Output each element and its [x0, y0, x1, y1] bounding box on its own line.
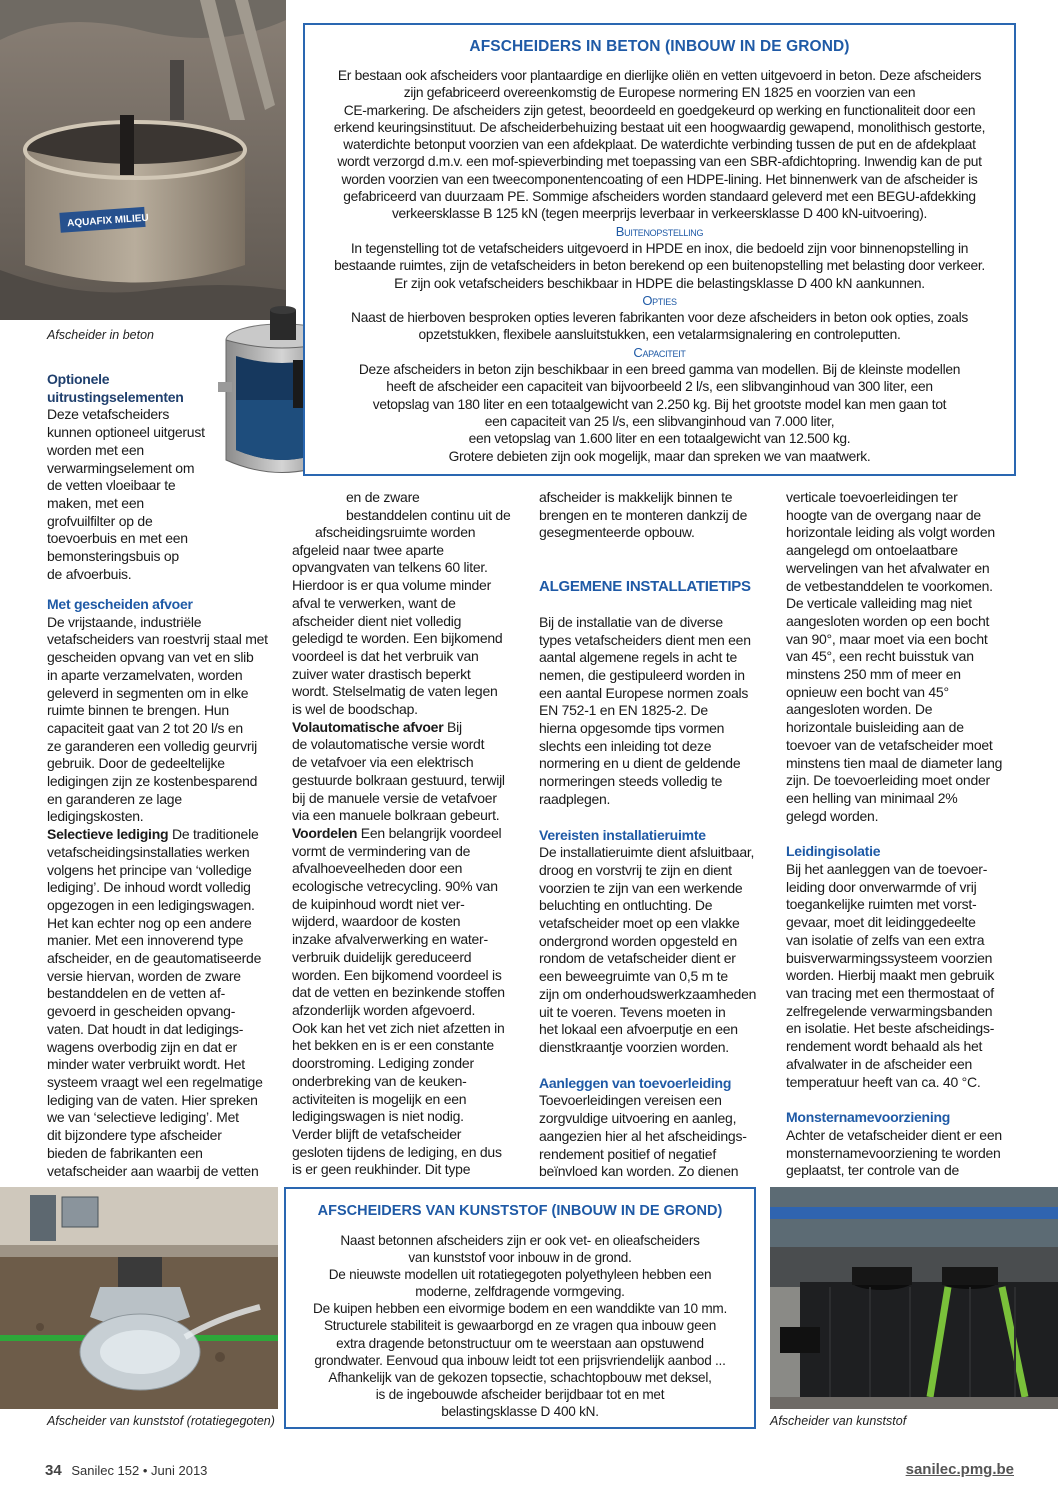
text-run: De traditionele	[168, 826, 259, 843]
text-line: het lokaal een afvoerputje en een	[539, 1021, 738, 1038]
heading-gescheiden-afvoer: Met gescheiden afvoer	[47, 596, 193, 612]
text-line: buisverwarmingssysteem voorzien	[786, 949, 993, 966]
text-line: aantal algemene regels in acht te	[539, 649, 737, 666]
box-line: grondwater. Eenvoud qua inbouw leidt tot een prijsvriendelijk aanbod ...	[314, 1352, 726, 1368]
text-line: en garanderen ze lage	[47, 790, 182, 807]
box-line: wordt verzorgd d.m.v. een mof-spieverbinding met toepassing van een SBR-afdichtopring. Inwendig kan de put	[337, 154, 982, 170]
text-line: aangesloten worden. De	[786, 701, 933, 718]
text-line: worden. Een bijkomend voordeel is	[292, 966, 502, 983]
text-run: Bij	[443, 718, 462, 735]
text-line: De vrijstaande, industriële	[47, 613, 202, 630]
text-line: en de zware	[346, 489, 420, 505]
box-afscheiders-kunststof	[284, 1187, 756, 1429]
text-line: vetafscheiders van roestvrij staal met	[47, 631, 268, 648]
box-line: Structurele stabiliteit is gewaarborgd en ze vragen qua inbouw geen	[323, 1318, 717, 1334]
text-line: afscheider is makkelijk binnen te	[539, 489, 733, 505]
text-line: uit te voeren. Tevens moeten in	[539, 1003, 726, 1020]
text-line: opvangvaten van telkens 60 liter.	[292, 559, 488, 576]
text-line: een helling van minimaal 2%	[786, 789, 958, 806]
box-line: De nieuwste modellen uit rotatiegegoten polyethyleen hebben een	[328, 1267, 712, 1283]
text-line: minstens 250 mm of meer en	[786, 666, 961, 683]
box-line: Deze afscheiders in beton zijn beschikbaar in een breed gamma van modellen. Bij de kleinste modellen	[358, 362, 961, 378]
column-2	[292, 524, 524, 1179]
box-line: erkend keuringsinstituut. De afscheiderbehuizing bestaat uit een hoogwaardig gewapend, monolithisch gestorte,	[333, 119, 986, 135]
box-line: is de ingebouwde afscheider berijdbaar tot en met	[375, 1386, 665, 1402]
text-line: maken, met een	[47, 494, 144, 511]
text-line: het bekken en is er een constante	[292, 1037, 494, 1054]
box-line: een capaciteit van 25 l/s, een slibvanginhoud van 7.000 liter,	[484, 413, 835, 429]
text-line: manier. Met een innoverend type	[47, 932, 244, 949]
text-line: afzonderlijk worden afgevoerd.	[292, 1001, 476, 1018]
text-line: is er geen reukhinder. Dit type	[292, 1161, 471, 1178]
text-line: de vetafvoer via een elektrisch	[292, 754, 474, 771]
text-line	[47, 826, 279, 844]
caption-kunststof-rotatie: Afscheider van kunststof (rotatiegegoten)	[47, 1414, 275, 1428]
heading-aanleggen-toevoerleiding: Aanleggen van toevoerleiding	[539, 1074, 732, 1091]
text-line: slechts een inleiding tot deze	[539, 737, 712, 754]
text-line: Hierdoor is er qua volume minder	[292, 577, 491, 594]
text-line: afscheider dient niet volledig	[292, 612, 462, 629]
box-kunststof-title: AFSCHEIDERS VAN KUNSTSTOF (INBOUW IN DE GROND)	[317, 1203, 723, 1219]
heading-algemene-installatietips: ALGEMENE INSTALLATIETIPS	[539, 578, 751, 596]
text-line: de volautomatische versie wordt	[292, 736, 485, 753]
box-kunststof-body	[296, 1232, 744, 1420]
text-line: van 45°, een recht buisstuk van	[786, 648, 974, 665]
caption-beton: Afscheider in beton	[47, 328, 155, 342]
box-line: Naast betonnen afscheiders zijn er ook vet- en olieafscheiders	[340, 1233, 700, 1248]
caption-kunststof: Afscheider van kunststof	[770, 1414, 907, 1428]
text-line: afscheidingsruimte worden	[315, 524, 476, 540]
text-line: zijn. De toevoerleiding moet onder	[786, 772, 990, 789]
text-line: in aparte verzamelvaten, worden	[47, 666, 243, 683]
page-number: 34	[45, 1462, 62, 1479]
text-line: zelfregelende verwarmingsbanden	[786, 1002, 993, 1019]
subheading-opties: Opties	[642, 292, 677, 308]
text-line: bij de manuele versie de vetafvoer	[292, 789, 497, 806]
text-line: Het kan echter nog op een andere	[47, 914, 252, 931]
box-line: verkeersklasse B 125 kN (tegen meerprijs leverbaar in verkeersklasse D 400 kN-uitvoering).	[391, 206, 928, 222]
text-line: toegankelijke ruimten met vorst-	[786, 896, 977, 913]
text-line: capaciteit gaat van 2 tot 20 l/s en	[47, 719, 243, 736]
text-line: afgeleid naar twee aparte	[292, 541, 444, 558]
text-line: afvalhoeveelheden door een	[292, 860, 463, 877]
photo-beton-separator	[0, 0, 286, 320]
text-line: normering en u dient de geldende	[539, 755, 741, 772]
box-line: De kuipen hebben een eivormige bodem en een wanddikte van 10 mm.	[313, 1301, 727, 1317]
text-line: activiteiten is mogelijk en een	[292, 1090, 467, 1107]
text-line: afscheider, en de geautomatiseerde	[47, 950, 262, 967]
text-line: Deze vetafscheiders	[47, 406, 170, 423]
text-line: normeringen steeds volledig te	[539, 773, 723, 790]
box-line: In tegenstelling tot de vetafscheiders uitgevoerd in HPDE en inox, die bedoeld zijn voor binnenopstelling in	[350, 240, 969, 256]
text-line: zijn om onderhoudswerkzaamheden	[539, 985, 757, 1002]
text-line: de vetten vloeibaar te	[47, 477, 176, 494]
text-line: De installatieruimte dient afsluitbaar,	[539, 844, 755, 861]
text-line: horizontale buisleiding aan de	[786, 719, 964, 736]
text-line: verticale toevoerleidingen ter	[786, 489, 958, 505]
text-line: geledigd te worden. Een bijkomend	[292, 630, 503, 647]
text-line: types vetafscheiders dient men een	[539, 631, 751, 648]
text-line: vetafscheider moet op een vlakke	[539, 915, 740, 932]
text-line: van isolatie of zelfs van een extra	[786, 931, 985, 948]
text-line: van 90°, maar moet via een bocht	[786, 630, 988, 647]
aquafix-label: AQUAFIX MILIEU	[66, 212, 150, 230]
text-line: opgezogen in een ledigingswagen.	[47, 896, 255, 913]
text-line: geleverd in segmenten om in elke	[47, 684, 249, 701]
text-line: verbruik duidelijk gereduceerd	[292, 948, 472, 965]
text-line: Bij het aanleggen van de toevoer-	[786, 861, 988, 878]
text-line: inzake afvalverwerking en water-	[292, 931, 488, 948]
box-line: CE-markering. De afscheiders zijn getest, beoordeeld en goedgekeurd op werking en functionaliteit door een	[343, 102, 976, 118]
text-line: beluchting en ontluchting. De	[539, 897, 713, 914]
box-line: Afhankelijk van de gekozen topsectie, schachtopbouw met deksel,	[328, 1369, 712, 1385]
text-line: lediging’. De inhoud wordt volledig	[47, 879, 251, 896]
heading-monsternamevoorziening: Monsternamevoorziening	[786, 1109, 951, 1126]
column-1-top	[47, 371, 222, 583]
subheading-capaciteit: Capaciteit	[633, 344, 686, 360]
text-line: wijderd, waardoor de kosten	[292, 913, 461, 930]
heading-voordelen: Voordelen	[292, 824, 358, 841]
text-line: ruimte binnen te brengen. Hun	[47, 702, 229, 719]
text-line: ledigingswagen is niet nodig.	[292, 1108, 464, 1125]
text-line: beïnvloed kan worden. Zo dienen	[539, 1163, 739, 1180]
text-line: toevoer van de vetafscheider moet	[786, 736, 993, 753]
text-line: zuiver water drastisch beperkt	[292, 665, 471, 682]
text-line: wordt. Stelselmatig de vaten legen	[292, 683, 498, 700]
text-line: hoogte van de overgang naar de	[786, 506, 981, 523]
heading-selectieve-lediging: Selectieve lediging	[47, 826, 169, 843]
text-line: rondom de vetafscheider dient er	[539, 950, 736, 967]
box-line: belastingsklasse D 400 kN.	[441, 1403, 599, 1419]
text-line: ledigingskosten.	[47, 808, 144, 825]
text-line: aangelegd om ontoelaatbare	[786, 542, 958, 559]
text-line: Bij de installatie van de diverse	[539, 613, 723, 630]
text-line: Ook kan het vet zich niet afzetten in	[292, 1019, 505, 1036]
text-line: we van ‘selectieve lediging’. Met	[47, 1109, 239, 1126]
text-line: afvalwater in de afscheider een	[786, 1055, 973, 1072]
text-line: De verticale valleiding mag niet	[786, 595, 972, 612]
text-line: droog en vorstvrij te zijn en dient	[539, 861, 732, 878]
box-line: worden voorzien van een tweecomponentencoating of een HDPE-lining. Het binnenwerk van de afscheider is	[341, 171, 978, 187]
photo-kunststof	[770, 1187, 1058, 1409]
text-line: rendement positief of negatief	[539, 1145, 716, 1162]
text-line: hierna opgesomde tips vormen	[539, 720, 725, 737]
text-line: dit bijzondere type afscheider	[47, 1127, 222, 1144]
text-line: volgens het principe van ‘volledige	[47, 861, 252, 878]
box-line: zijn gefabriceerd overeenkomstig de Europese normering EN 1825 en voorzien van een	[403, 85, 916, 101]
box-line: Naast de hierboven besproken opties leveren fabrikanten voor deze afscheiders in beton ook opties, zoals	[351, 310, 968, 326]
box-line: gefabriceerd van duurzaam PE. Sommige afscheiders worden standaard geleverd met een BEGU-afdekking	[343, 189, 976, 205]
box-afscheiders-beton	[303, 23, 1016, 476]
text-line: doorstroming. Lediging zonder	[292, 1055, 474, 1072]
text-line: gevoerd in gescheiden opvang-	[47, 1003, 236, 1020]
text-line: ecologische vetrecycling. 90% van	[292, 878, 498, 895]
text-line: nemen, die gestipuleerd worden in	[539, 666, 745, 683]
text-line: bemonsteringsbuis op	[47, 548, 179, 565]
text-line: worden met een	[47, 441, 144, 458]
box-beton-body	[319, 67, 1000, 465]
text-line: minstens tien maal de diameter lang	[786, 754, 1003, 771]
text-line: via een manuele bolkraan gebeurt.	[292, 807, 500, 824]
heading-volautomatische-afvoer: Volautomatische afvoer	[292, 718, 444, 735]
text-line: wervelingen van het afvalwater en	[786, 559, 990, 576]
box-line: Er bestaan ook afscheiders voor plantaardige en dierlijke oliën en vetten uitgevoerd in beton. Deze afscheiders	[337, 68, 982, 83]
text-line: ze garanderen een volledig geurvrij	[47, 737, 257, 754]
text-line: dat de vetten en bezinkende stoffen	[292, 984, 505, 1001]
box-line: Er zijn ook vetafscheiders beschikbaar in HDPE die belastingsklasse D 400 kN aankunnen.	[394, 275, 925, 291]
issue-info: Sanilec 152 • Juni 2013	[71, 1463, 208, 1478]
heading-optionele-uitrusting: Optionele uitrustingselementen	[47, 371, 184, 405]
box-line: een vetopslag van 1.600 liter en een totaalgewicht van 12.500 kg.	[468, 431, 851, 447]
text-run: Een belangrijk voordeel	[357, 824, 502, 841]
text-line: EN 752-1 en EN 1825-2. De	[539, 702, 708, 719]
text-line	[292, 825, 524, 843]
box-line: Grotere debieten zijn ook mogelijk, maar dan spreken we van maatwerk.	[448, 448, 871, 464]
text-line: gesegmenteerde opbouw.	[539, 524, 695, 541]
text-line: gestuurde bolkraan gestuurd, terwijl	[292, 771, 505, 788]
text-line: ondergrond worden opgesteld en	[539, 932, 737, 949]
text-line: verwarmingselement om	[47, 459, 195, 476]
subheading-buitenopstelling: Buitenopstelling	[615, 223, 704, 239]
text-line: dienstkraantje voorzien worden.	[539, 1038, 729, 1055]
box-beton-title: AFSCHEIDERS IN BETON (INBOUW IN DE GROND)	[469, 38, 850, 55]
text-line: bestanddelen en de vetten af-	[47, 985, 226, 1002]
text-line: de afvoerbuis.	[47, 565, 132, 582]
text-line: gevaar, moet dit leidinggedeelte	[786, 914, 976, 931]
text-line: raadplegen.	[539, 790, 611, 807]
heading-vereisten-installatieruimte: Vereisten installatieruimte	[539, 826, 706, 843]
text-line: systeem vraagt wel een regelmatige	[47, 1073, 263, 1090]
text-line: aangesloten worden op een bocht	[786, 612, 990, 629]
text-line: vetafscheidingsinstallaties werken	[47, 843, 250, 860]
text-line: een beweegruimte van 0,5 m te	[539, 968, 728, 985]
text-line: Verder blijft de vetafscheider	[292, 1125, 462, 1142]
kunststof-image	[770, 1187, 1058, 1409]
text-line: vormt de vermindering van de	[292, 842, 471, 859]
box-line: vetopslag van 180 liter en een totaalgewicht van 2.250 kg. Bij het grootste model kan men gaan tot	[372, 396, 947, 412]
text-line: geplaatst, ter controle van de	[786, 1162, 960, 1179]
text-line	[292, 719, 524, 737]
photo-kunststof-rotatie	[0, 1187, 278, 1409]
text-line: versie hiervan, worden de zware	[47, 967, 241, 984]
text-line: vaten. Dat houdt in dat ledigings-	[47, 1020, 244, 1037]
text-line: minder water verbruikt wordt. Het	[47, 1056, 245, 1073]
box-line: waterdichte betonput voorzien van een afdekplaat. De waterdichte verbinding tussen de put en de afdekplaat	[343, 137, 976, 153]
site-link[interactable]: sanilec.pmg.be	[905, 1461, 1014, 1478]
box-line: van kunststof voor inbouw in de grond.	[408, 1250, 632, 1266]
box-line: extra dragende betonstructuur om te weerstaan aan opstuwend	[336, 1335, 704, 1351]
kunststof-rotatie-image	[0, 1187, 278, 1409]
photo-beton-image	[0, 0, 286, 320]
text-line: toevoerbuis en met een	[47, 530, 188, 547]
text-line: gelegd worden.	[786, 807, 879, 824]
text-line: vetafscheider aan waarbij de vetten	[47, 1162, 259, 1179]
text-line: leiding door onverwarmde of vrij	[786, 878, 977, 895]
text-line: ledigingen zijn ze kostenbesparend	[47, 773, 258, 790]
text-line: een aantal Europese normen zoals	[539, 684, 749, 701]
text-line: de vetbestanddelen te voorkomen.	[786, 577, 993, 594]
text-line: is wel de boodschap.	[292, 701, 418, 718]
text-line: gescheiden opvang van vet en slib	[47, 649, 254, 666]
text-line: onderbreking van de keuken-	[292, 1072, 467, 1089]
text-line: grofvuilfilter op de	[47, 512, 153, 529]
text-line: de kuipinhoud wordt niet ver-	[292, 895, 465, 912]
text-line: en isolatie. Het beste afscheidings-	[786, 1020, 995, 1037]
box-line: heeft de afscheider een capaciteit van bijvoorbeeld 2 l/s, een slibvanginhoud van 300 liter, een	[386, 379, 933, 395]
column-2-top	[346, 489, 526, 524]
text-line: bestanddelen continu uit de	[346, 506, 511, 523]
column-3	[539, 489, 764, 1181]
box-beton-intro	[319, 67, 1000, 223]
text-line: temperatuur heeft van ca. 40 °C.	[786, 1073, 981, 1090]
box-line: opzetstukken, flexibele aansluitstukken, een vetalarmsignalering en controleputten.	[418, 327, 901, 343]
text-line: van tracing met een thermostaat of	[786, 984, 994, 1001]
column-4	[786, 489, 1018, 1180]
text-line: kunnen optioneel uitgerust	[47, 424, 205, 441]
column-1	[47, 596, 279, 1180]
text-line: monsternamevoorziening te worden	[786, 1144, 1001, 1161]
text-line: bieden de fabrikanten een	[47, 1144, 203, 1161]
text-line: Toevoerleidingen vereisen een	[539, 1092, 722, 1109]
footer-left	[45, 1462, 207, 1479]
text-line: lediging van de vaten. Hier spreken	[47, 1091, 258, 1108]
text-line: gesloten tijdens de lediging, en dus	[292, 1143, 502, 1160]
text-line: zorgvuldige uitvoering en aanleg,	[539, 1110, 737, 1127]
text-line: voorzien te zijn van een werkende	[539, 879, 743, 896]
text-line: voordeel is dat het verbruik van	[292, 647, 479, 664]
text-line: afval te verwerken, want de	[292, 594, 456, 611]
text-line: opnieuw een bocht van 45°	[786, 683, 949, 700]
text-line: gebruik. Door de gedeeltelijke	[47, 755, 225, 772]
box-line: moderne, zelfdragende vormgeving.	[415, 1284, 625, 1300]
box-line: bestaande ruimtes, zijn de vetafscheiders in beton berekend op een buitenopstelling met belasting door verkeer.	[334, 258, 985, 274]
text-line: rendement wordt behaald als het	[786, 1038, 983, 1055]
text-line: brengen en te monteren dankzij de	[539, 506, 748, 523]
text-line: wagens overbodig zijn en dat er	[47, 1038, 237, 1055]
text-line: Achter de vetafscheider dient er een	[786, 1126, 1002, 1143]
heading-leidingisolatie: Leidingisolatie	[786, 843, 881, 860]
text-line: aangezien hier al het afscheidings-	[539, 1127, 747, 1144]
text-line: worden. Hierbij maakt men gebruik	[786, 967, 995, 984]
text-line: horizontale leiding als volgt worden	[786, 524, 995, 541]
